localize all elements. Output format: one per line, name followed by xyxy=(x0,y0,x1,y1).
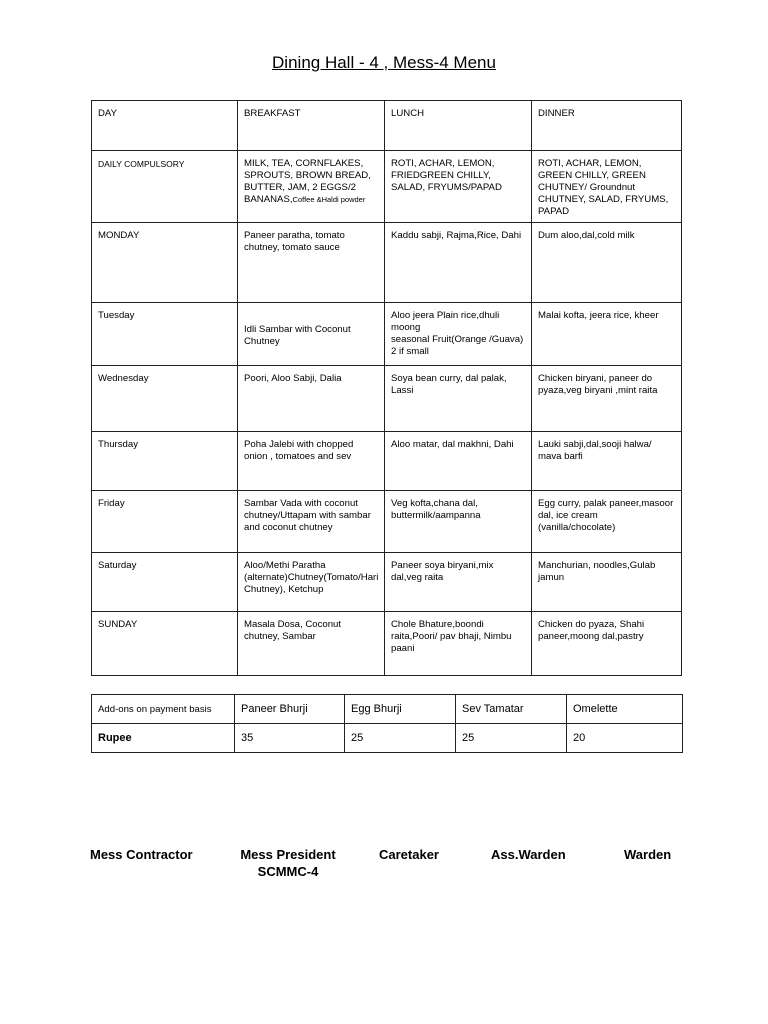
breakfast-text: Idli Sambar with Coconut Chutney xyxy=(244,323,351,347)
compulsory-dinner xyxy=(532,151,682,223)
addons-table xyxy=(91,694,683,753)
breakfast-cell: Poha Jalebi with chopped onion , tomatoes and sev xyxy=(238,432,385,491)
page-title: Dining Hall - 4 , Mess-4 Menu xyxy=(272,53,496,72)
addon-item: Paneer Bhurji xyxy=(235,695,345,724)
breakfast-cell xyxy=(238,303,385,366)
lunch-cell: Kaddu sabji, Rajma,Rice, Dahi xyxy=(385,223,532,303)
addons-item-row xyxy=(92,695,683,724)
compulsory-day xyxy=(92,151,238,223)
dinner-cell: Chicken do pyaza, Shahi paneer,moong dal,pastry xyxy=(532,612,682,676)
signature-mess-contractor: Mess Contractor xyxy=(90,847,193,862)
day-cell: Friday xyxy=(92,491,238,553)
compulsory-dinner-text: ROTI, ACHAR, LEMON, GREEN CHILLY, GREEN CHUTNEY/ xyxy=(538,158,646,193)
day-cell: SUNDAY xyxy=(92,612,238,676)
signature-caretaker: Caretaker xyxy=(379,847,439,862)
breakfast-cell: Aloo/Methi Paratha (alternate)Chutney(Tomato/Hari Chutney), Ketchup xyxy=(238,553,385,612)
header-lunch: LUNCH xyxy=(385,101,532,151)
breakfast-cell: Masala Dosa, Coconut chutney, Sambar xyxy=(238,612,385,676)
addon-item: Egg Bhurji xyxy=(345,695,456,724)
breakfast-cell: Poori, Aloo Sabji, Dalia xyxy=(238,366,385,432)
compulsory-dinner-end: CHUTNEY, SALAD, FRYUMS, PAPAD xyxy=(538,194,669,217)
addon-price: 25 xyxy=(345,724,456,753)
compulsory-day-label: DAILY COMPULSORY xyxy=(98,159,185,169)
addon-price: 20 xyxy=(567,724,683,753)
mess-president-sub: SCMMC-4 xyxy=(257,864,319,879)
table-row-friday xyxy=(92,491,682,553)
header-day: DAY xyxy=(92,101,238,151)
dinner-cell: Manchurian, noodles,Gulab jamun xyxy=(532,553,682,612)
addons-price-row xyxy=(92,724,683,753)
compulsory-lunch: ROTI, ACHAR, LEMON, FRIEDGREEN CHILLY, SALAD, FRYUMS/PAPAD xyxy=(385,151,532,223)
header-dinner: DINNER xyxy=(532,101,682,151)
lunch-cell: Chole Bhature,boondi raita,Poori/ pav bhaji, Nimbu paani xyxy=(385,612,532,676)
mess-president-label: Mess President xyxy=(240,847,336,862)
table-row-monday xyxy=(92,223,682,303)
table-header-row xyxy=(92,101,682,151)
breakfast-cell: Paneer paratha, tomato chutney, tomato sauce xyxy=(238,223,385,303)
day-cell: MONDAY xyxy=(92,223,238,303)
signature-mess-president xyxy=(238,847,338,879)
table-row-wednesday xyxy=(92,366,682,432)
day-cell: Thursday xyxy=(92,432,238,491)
dinner-cell: Lauki sabji,dal,sooji halwa/ mava barfi xyxy=(532,432,682,491)
compulsory-breakfast xyxy=(238,151,385,223)
dinner-cell: Dum aloo,dal,cold milk xyxy=(532,223,682,303)
dinner-cell: Malai kofta, jeera rice, kheer xyxy=(532,303,682,366)
price-label: Rupee xyxy=(92,724,235,753)
lunch-cell: Soya bean curry, dal palak, Lassi xyxy=(385,366,532,432)
header-breakfast: BREAKFAST xyxy=(238,101,385,151)
compulsory-breakfast-text: MILK, TEA, CORNFLAKES, SPROUTS, BROWN BREAD, BUTTER, JAM, 2 EGGS/2 BANANAS, xyxy=(244,158,371,205)
table-row-tuesday xyxy=(92,303,682,366)
addon-item: Sev Tamatar xyxy=(456,695,567,724)
dinner-cell: Egg curry, palak paneer,masoor dal, ice cream (vanilla/chocolate) xyxy=(532,491,682,553)
dinner-cell: Chicken biryani, paneer do pyaza,veg biryani ,mint raita xyxy=(532,366,682,432)
table-row-compulsory xyxy=(92,151,682,223)
breakfast-cell: Sambar Vada with coconut chutney/Uttapam with sambar and coconut chutney xyxy=(238,491,385,553)
day-cell: Saturday xyxy=(92,553,238,612)
signature-ass-warden: Ass.Warden xyxy=(491,847,566,862)
lunch-cell: Aloo matar, dal makhni, Dahi xyxy=(385,432,532,491)
addons-header: Add-ons on payment basis xyxy=(92,695,235,724)
addon-price: 35 xyxy=(235,724,345,753)
compulsory-dinner-small: Groundnut xyxy=(587,182,636,193)
signature-warden: Warden xyxy=(624,847,672,862)
addon-price: 25 xyxy=(456,724,567,753)
day-cell: Wednesday xyxy=(92,366,238,432)
table-row-saturday xyxy=(92,553,682,612)
lunch-cell: Aloo jeera Plain rice,dhuli moong seasonal Fruit(Orange /Guava) 2 if small xyxy=(385,303,532,366)
compulsory-breakfast-small: Coffee &Haldi powder xyxy=(292,195,366,204)
lunch-cell: Veg kofta,chana dal, buttermilk/aampanna xyxy=(385,491,532,553)
lunch-cell: Paneer soya biryani,mix dal,veg raita xyxy=(385,553,532,612)
table-row-sunday xyxy=(92,612,682,676)
table-row-thursday xyxy=(92,432,682,491)
menu-table xyxy=(91,100,682,676)
day-cell: Tuesday xyxy=(92,303,238,366)
addon-item: Omelette xyxy=(567,695,683,724)
